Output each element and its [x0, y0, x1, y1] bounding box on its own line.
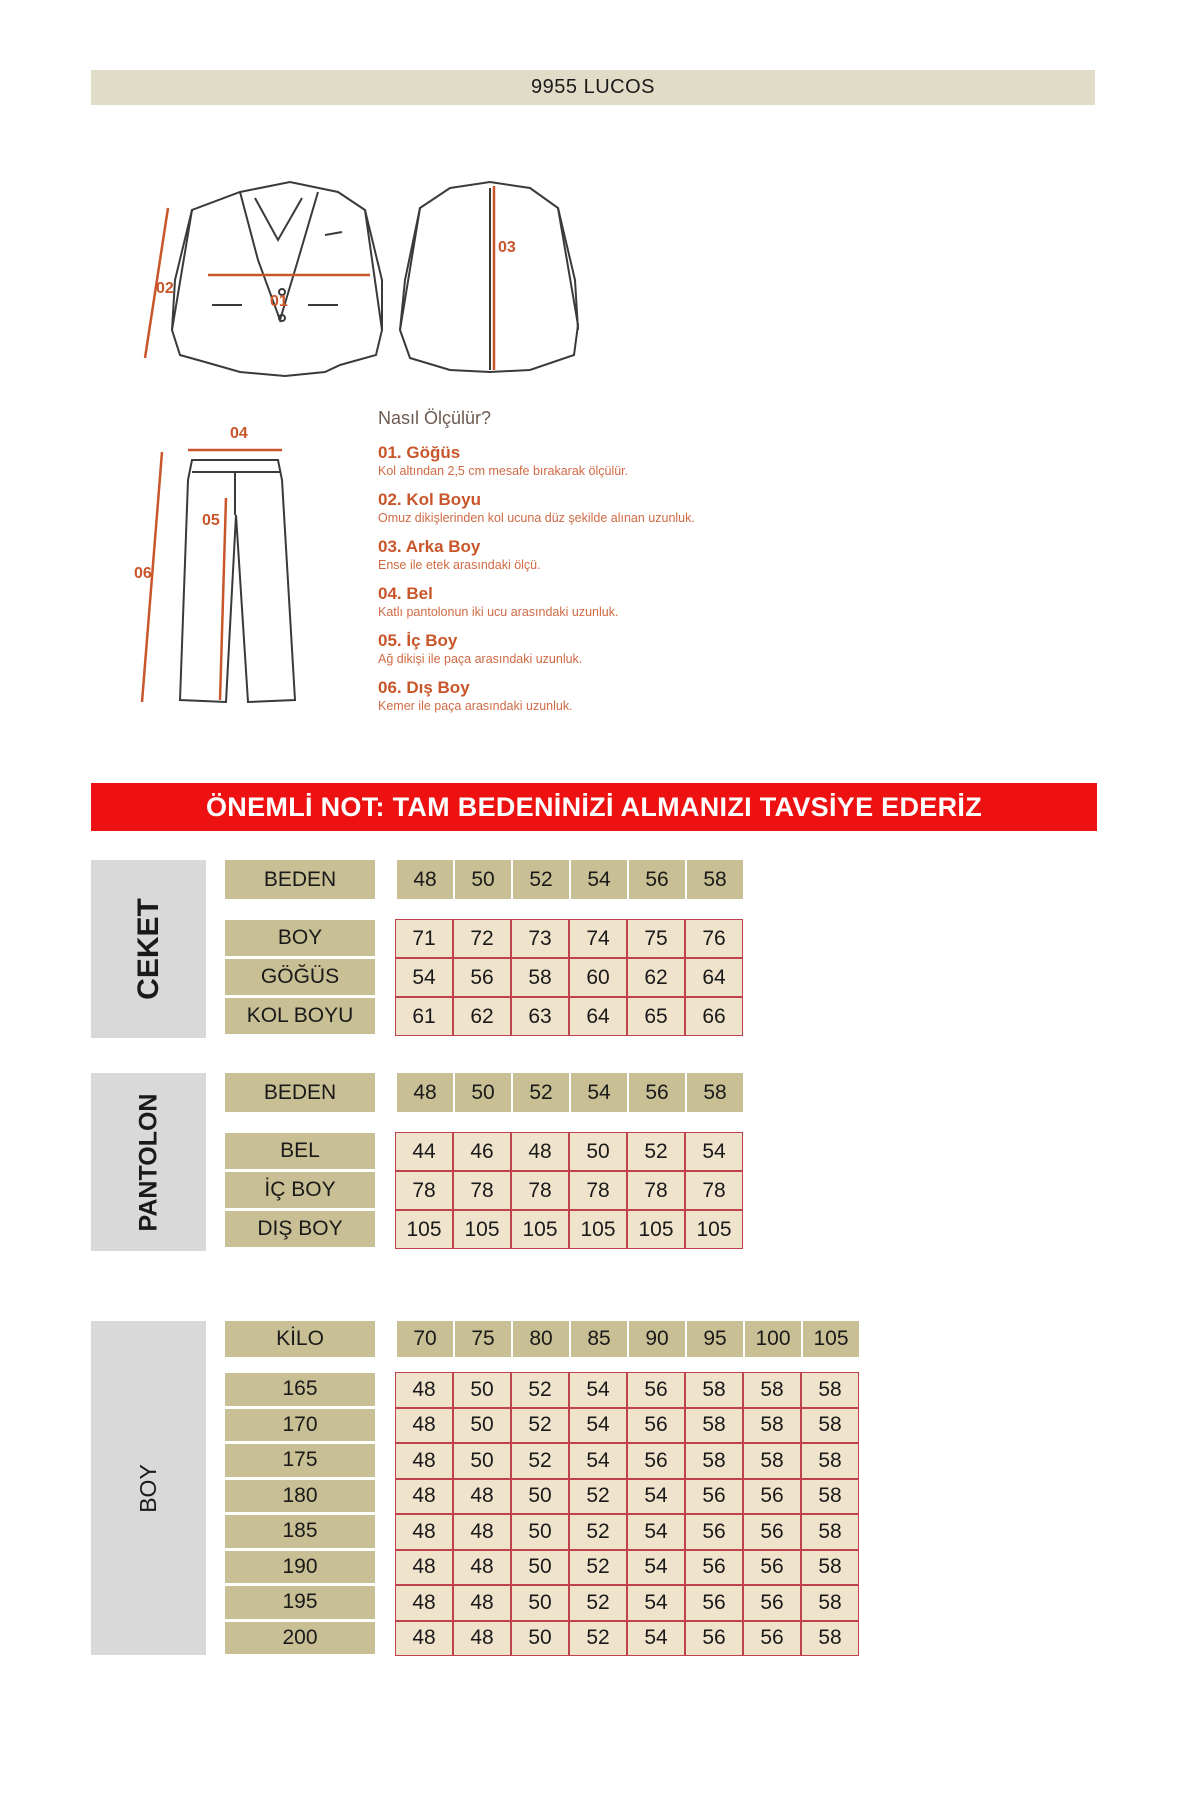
boy-value-cell: 54	[569, 1443, 627, 1479]
how-to-item	[378, 490, 898, 526]
boy-value-cell: 52	[511, 1443, 569, 1479]
boy-header-label: KİLO	[225, 1321, 375, 1357]
boy-value-cell: 48	[395, 1443, 453, 1479]
boy-value-cell: 56	[685, 1621, 743, 1657]
boy-value-cell: 58	[743, 1408, 801, 1444]
how-to-desc: Omuz dikişlerinden kol ucuna düz şekilde alınan uzunluk.	[378, 511, 695, 525]
boy-header-cell: 85	[569, 1321, 627, 1357]
boy-value-cell: 56	[627, 1443, 685, 1479]
pantolon-value-cell: 105	[453, 1210, 511, 1249]
boy-header-cell: 105	[801, 1321, 859, 1357]
boy-value-cell: 48	[453, 1621, 511, 1657]
ceket-value-cell: 74	[569, 919, 627, 958]
boy-value-cell: 58	[743, 1443, 801, 1479]
ceket-value-cell: 63	[511, 997, 569, 1036]
marker-02: 02	[156, 280, 174, 297]
ceket-header-cell: 48	[395, 860, 453, 899]
boy-value-cell: 50	[511, 1514, 569, 1550]
pantolon-value-cell: 105	[627, 1210, 685, 1249]
how-to-item	[378, 678, 898, 714]
boy-header-cell: 70	[395, 1321, 453, 1357]
ceket-header-cell: 54	[569, 860, 627, 899]
boy-value-cell: 52	[569, 1585, 627, 1621]
trouser-outline	[180, 460, 295, 702]
inseam-measure-line	[220, 498, 226, 700]
pantolon-section-text: PANTOLON	[134, 1093, 162, 1231]
ceket-value-cell: 73	[511, 919, 569, 958]
how-to-title: Nasıl Ölçülür?	[378, 408, 492, 428]
pantolon-value-cell: 105	[511, 1210, 569, 1249]
boy-value-cell: 54	[569, 1408, 627, 1444]
ceket-value-cell: 60	[569, 958, 627, 997]
boy-value-cell: 58	[801, 1479, 859, 1515]
pantolon-value-cell: 105	[395, 1210, 453, 1249]
ceket-row-label: GÖĞÜS	[225, 959, 375, 995]
boy-value-cell: 58	[801, 1621, 859, 1657]
pantolon-header-cell: 50	[453, 1073, 511, 1112]
boy-row-label: 200	[225, 1622, 375, 1655]
pantolon-header-cell: 56	[627, 1073, 685, 1112]
boy-value-cell: 58	[685, 1372, 743, 1408]
ceket-value-cell: 72	[453, 919, 511, 958]
boy-value-cell: 56	[743, 1550, 801, 1586]
pantolon-header-cell: 52	[511, 1073, 569, 1112]
ceket-value-cell: 64	[569, 997, 627, 1036]
boy-value-cell: 48	[395, 1550, 453, 1586]
boy-row-label: 170	[225, 1409, 375, 1442]
boy-value-cell: 50	[511, 1585, 569, 1621]
boy-value-cell: 58	[801, 1408, 859, 1444]
ceket-value-cell: 54	[395, 958, 453, 997]
marker-06: 06	[134, 565, 152, 582]
marker-05: 05	[202, 512, 220, 529]
ceket-header-cell: 56	[627, 860, 685, 899]
ceket-value-cell: 75	[627, 919, 685, 958]
how-to-heading: 01. Göğüs	[378, 443, 461, 462]
pantolon-value-cell: 78	[569, 1171, 627, 1210]
pantolon-value-cell: 44	[395, 1132, 453, 1171]
boy-value-cell: 58	[801, 1372, 859, 1408]
jacket-front-outline	[172, 182, 382, 376]
ceket-value-cell: 66	[685, 997, 743, 1036]
boy-header-cell: 100	[743, 1321, 801, 1357]
boy-value-cell: 54	[627, 1479, 685, 1515]
pantolon-header-cell: 54	[569, 1073, 627, 1112]
boy-value-cell: 48	[395, 1372, 453, 1408]
pantolon-value-cell: 78	[395, 1171, 453, 1210]
pantolon-value-cell: 52	[627, 1132, 685, 1171]
pantolon-value-cell: 78	[511, 1171, 569, 1210]
boy-value-cell: 58	[685, 1408, 743, 1444]
pantolon-header-cell: 58	[685, 1073, 743, 1112]
important-note-banner: ÖNEMLİ NOT: TAM BEDENİNİZİ ALMANIZI TAVSİYE EDERİZ	[91, 783, 1097, 831]
boy-section-label	[91, 1321, 206, 1655]
pantolon-value-cell: 48	[511, 1132, 569, 1171]
pantolon-value-cell: 78	[627, 1171, 685, 1210]
boy-value-cell: 58	[743, 1372, 801, 1408]
pantolon-value-cell: 78	[453, 1171, 511, 1210]
boy-value-cell: 56	[743, 1585, 801, 1621]
boy-row-label: 165	[225, 1373, 375, 1406]
boy-value-cell: 50	[453, 1408, 511, 1444]
model-title: 9955 LUCOS	[91, 70, 1095, 105]
how-to-heading: 04. Bel	[378, 584, 433, 603]
marker-04: 04	[230, 425, 248, 442]
boy-value-cell: 56	[743, 1621, 801, 1657]
pantolon-value-cell: 78	[685, 1171, 743, 1210]
ceket-header-cell: 52	[511, 860, 569, 899]
boy-value-cell: 54	[627, 1550, 685, 1586]
pantolon-header-label: BEDEN	[225, 1073, 375, 1112]
pantolon-value-cell: 50	[569, 1132, 627, 1171]
boy-value-cell: 56	[743, 1479, 801, 1515]
boy-value-cell: 50	[453, 1372, 511, 1408]
pantolon-row-label: DIŞ BOY	[225, 1211, 375, 1247]
pantolon-section-label	[91, 1073, 206, 1251]
how-to-item	[378, 443, 898, 479]
boy-value-cell: 56	[685, 1585, 743, 1621]
jacket-front-collar	[255, 198, 302, 240]
how-to-desc: Ağ dikişi ile paça arasındaki uzunluk.	[378, 652, 583, 666]
pantolon-header-cell: 48	[395, 1073, 453, 1112]
boy-value-cell: 56	[685, 1514, 743, 1550]
pantolon-value-cell: 54	[685, 1132, 743, 1171]
pantolon-value-cell: 105	[569, 1210, 627, 1249]
boy-row-label: 195	[225, 1586, 375, 1619]
jacket-front-button-2	[279, 315, 285, 321]
boy-header-cell: 95	[685, 1321, 743, 1357]
ceket-value-cell: 61	[395, 997, 453, 1036]
how-to-desc: Ense ile etek arasındaki ölçü.	[378, 558, 541, 572]
boy-value-cell: 52	[569, 1479, 627, 1515]
boy-header-cell: 80	[511, 1321, 569, 1357]
how-to-heading: 02. Kol Boyu	[378, 490, 481, 509]
boy-value-cell: 58	[685, 1443, 743, 1479]
ceket-value-cell: 64	[685, 958, 743, 997]
boy-value-cell: 58	[801, 1585, 859, 1621]
how-to-desc: Kemer ile paça arasındaki uzunluk.	[378, 699, 573, 713]
ceket-value-cell: 56	[453, 958, 511, 997]
boy-value-cell: 56	[685, 1479, 743, 1515]
boy-value-cell: 50	[453, 1443, 511, 1479]
pantolon-value-cell: 46	[453, 1132, 511, 1171]
ceket-section-text: CEKET	[131, 898, 165, 1000]
how-to-item	[378, 584, 898, 620]
how-to-desc: Kol altından 2,5 cm mesafe bırakarak ölçülür.	[378, 464, 629, 478]
boy-value-cell: 52	[569, 1550, 627, 1586]
how-to-measure	[378, 408, 898, 725]
boy-row-label: 190	[225, 1551, 375, 1584]
boy-value-cell: 58	[801, 1550, 859, 1586]
boy-section-text: BOY	[134, 1463, 161, 1513]
ceket-row-label: BOY	[225, 920, 375, 956]
boy-value-cell: 56	[685, 1550, 743, 1586]
boy-value-cell: 56	[627, 1372, 685, 1408]
how-to-item	[378, 631, 898, 667]
ceket-header-cell: 58	[685, 860, 743, 899]
boy-value-cell: 50	[511, 1479, 569, 1515]
marker-03: 03	[498, 239, 516, 256]
boy-header-cell: 75	[453, 1321, 511, 1357]
ceket-value-cell: 76	[685, 919, 743, 958]
boy-row-label: 185	[225, 1515, 375, 1548]
boy-row-label: 180	[225, 1480, 375, 1513]
boy-value-cell: 56	[627, 1408, 685, 1444]
how-to-heading: 03. Arka Boy	[378, 537, 481, 556]
marker-01: 01	[270, 293, 288, 310]
boy-value-cell: 54	[627, 1621, 685, 1657]
ceket-header-label: BEDEN	[225, 860, 375, 899]
how-to-desc: Katlı pantolonun iki ucu arasındaki uzunluk.	[378, 605, 619, 619]
boy-value-cell: 48	[453, 1479, 511, 1515]
boy-row-label: 175	[225, 1444, 375, 1477]
ceket-value-cell: 65	[627, 997, 685, 1036]
boy-value-cell: 48	[453, 1550, 511, 1586]
ceket-value-cell: 62	[627, 958, 685, 997]
boy-value-cell: 48	[395, 1621, 453, 1657]
boy-value-cell: 48	[395, 1408, 453, 1444]
boy-value-cell: 54	[627, 1585, 685, 1621]
ceket-section-label	[91, 860, 206, 1038]
boy-header-cell: 90	[627, 1321, 685, 1357]
how-to-item	[378, 537, 898, 573]
boy-value-cell: 52	[511, 1408, 569, 1444]
how-to-heading: 06. Dış Boy	[378, 678, 470, 697]
boy-value-cell: 48	[453, 1514, 511, 1550]
pantolon-value-cell: 105	[685, 1210, 743, 1249]
pantolon-row-label: İÇ BOY	[225, 1172, 375, 1208]
boy-value-cell: 54	[627, 1514, 685, 1550]
ceket-row-label: KOL BOYU	[225, 998, 375, 1034]
jacket-front-breast-pocket	[325, 232, 342, 235]
boy-value-cell: 48	[453, 1585, 511, 1621]
boy-value-cell: 48	[395, 1514, 453, 1550]
ceket-header-cell: 50	[453, 860, 511, 899]
boy-value-cell: 48	[395, 1585, 453, 1621]
pantolon-row-label: BEL	[225, 1133, 375, 1169]
boy-value-cell: 56	[743, 1514, 801, 1550]
boy-value-cell: 54	[569, 1372, 627, 1408]
boy-value-cell: 52	[511, 1372, 569, 1408]
ceket-value-cell: 62	[453, 997, 511, 1036]
boy-value-cell: 58	[801, 1443, 859, 1479]
boy-value-cell: 48	[395, 1479, 453, 1515]
ceket-value-cell: 58	[511, 958, 569, 997]
boy-value-cell: 58	[801, 1514, 859, 1550]
boy-value-cell: 50	[511, 1621, 569, 1657]
boy-value-cell: 52	[569, 1514, 627, 1550]
boy-value-cell: 50	[511, 1550, 569, 1586]
boy-value-cell: 52	[569, 1621, 627, 1657]
ceket-value-cell: 71	[395, 919, 453, 958]
how-to-heading: 05. İç Boy	[378, 631, 458, 650]
